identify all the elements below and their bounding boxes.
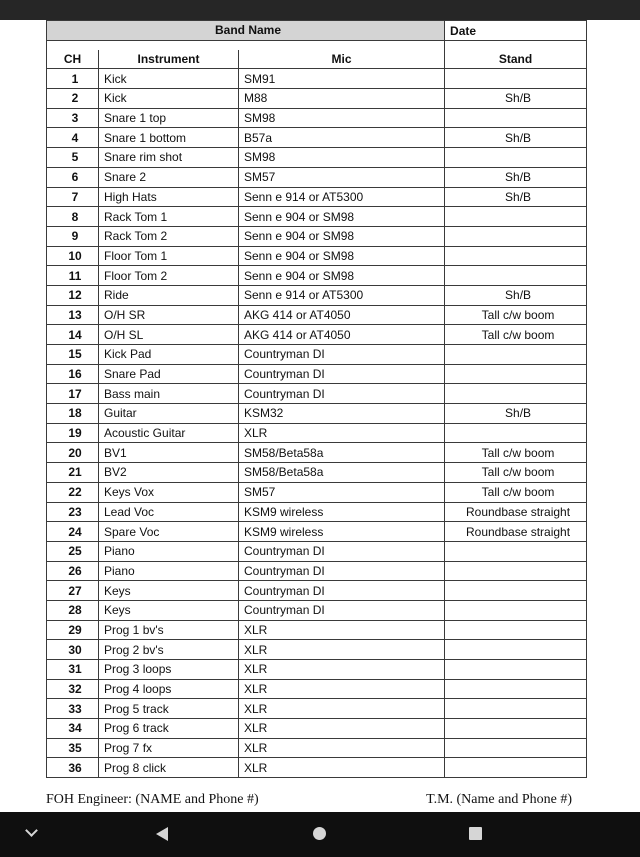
cell-stand: Roundbase straight bbox=[445, 522, 587, 542]
cell-mic: Senn e 904 or SM98 bbox=[239, 226, 445, 246]
table-row bbox=[47, 522, 587, 542]
cell-stand bbox=[445, 758, 587, 778]
cell-stand bbox=[445, 660, 587, 680]
cell-instrument: Piano bbox=[99, 541, 239, 561]
cell-ch: 5 bbox=[47, 148, 99, 168]
cell-instrument: Bass main bbox=[99, 384, 239, 404]
cell-mic: XLR bbox=[239, 679, 445, 699]
cell-mic: Countryman DI bbox=[239, 364, 445, 384]
cell-ch: 15 bbox=[47, 345, 99, 365]
cell-stand: Tall c/w boom bbox=[445, 482, 587, 502]
cell-mic: XLR bbox=[239, 738, 445, 758]
cell-instrument: Guitar bbox=[99, 404, 239, 424]
table-row bbox=[47, 69, 587, 89]
table-row bbox=[47, 404, 587, 424]
cell-mic: Senn e 914 or AT5300 bbox=[239, 187, 445, 207]
table-row bbox=[47, 600, 587, 620]
cell-stand bbox=[445, 266, 587, 286]
table-row bbox=[47, 345, 587, 365]
cell-mic: Countryman DI bbox=[239, 384, 445, 404]
cell-stand bbox=[445, 719, 587, 739]
cell-mic: SM57 bbox=[239, 482, 445, 502]
cell-instrument: Kick bbox=[99, 69, 239, 89]
cell-mic: SM58/Beta58a bbox=[239, 463, 445, 483]
table-row bbox=[47, 325, 587, 345]
cell-instrument: Piano bbox=[99, 561, 239, 581]
cell-mic: M88 bbox=[239, 89, 445, 109]
cell-instrument: Floor Tom 1 bbox=[99, 246, 239, 266]
table-row bbox=[47, 660, 587, 680]
cell-ch: 12 bbox=[47, 285, 99, 305]
table-row bbox=[47, 246, 587, 266]
cell-instrument: O/H SL bbox=[99, 325, 239, 345]
cell-mic: SM57 bbox=[239, 167, 445, 187]
table-row bbox=[47, 482, 587, 502]
cell-ch: 6 bbox=[47, 167, 99, 187]
cell-ch: 16 bbox=[47, 364, 99, 384]
cell-stand: Sh/B bbox=[445, 187, 587, 207]
cell-stand bbox=[445, 246, 587, 266]
cell-ch: 24 bbox=[47, 522, 99, 542]
cell-instrument: O/H SR bbox=[99, 305, 239, 325]
cell-stand bbox=[445, 226, 587, 246]
cell-ch: 3 bbox=[47, 108, 99, 128]
cell-ch: 31 bbox=[47, 660, 99, 680]
cell-stand bbox=[445, 561, 587, 581]
cell-instrument: Lead Voc bbox=[99, 502, 239, 522]
cell-instrument: Prog 4 loops bbox=[99, 679, 239, 699]
cell-mic: Countryman DI bbox=[239, 600, 445, 620]
table-row bbox=[47, 108, 587, 128]
cell-mic: XLR bbox=[239, 719, 445, 739]
cell-mic: XLR bbox=[239, 758, 445, 778]
cell-mic: XLR bbox=[239, 640, 445, 660]
cell-ch: 8 bbox=[47, 207, 99, 227]
document-view[interactable] bbox=[0, 20, 640, 812]
cell-stand bbox=[445, 207, 587, 227]
cell-ch: 17 bbox=[47, 384, 99, 404]
cell-ch: 20 bbox=[47, 443, 99, 463]
cell-stand bbox=[445, 699, 587, 719]
cell-instrument: Prog 2 bv's bbox=[99, 640, 239, 660]
date-label: Date bbox=[445, 21, 587, 41]
table-row bbox=[47, 167, 587, 187]
cell-ch: 28 bbox=[47, 600, 99, 620]
cell-stand: Tall c/w boom bbox=[445, 463, 587, 483]
table-row bbox=[47, 719, 587, 739]
table-row bbox=[47, 364, 587, 384]
cell-ch: 13 bbox=[47, 305, 99, 325]
cell-instrument: Snare 1 bottom bbox=[99, 128, 239, 148]
cell-mic: Countryman DI bbox=[239, 541, 445, 561]
column-header-stand: Stand bbox=[445, 50, 587, 69]
cell-ch: 29 bbox=[47, 620, 99, 640]
cell-mic: XLR bbox=[239, 620, 445, 640]
cell-stand bbox=[445, 581, 587, 601]
cell-ch: 30 bbox=[47, 640, 99, 660]
cell-stand: Tall c/w boom bbox=[445, 443, 587, 463]
foh-engineer-label: FOH Engineer: (NAME and Phone #) bbox=[46, 792, 259, 807]
cell-mic: AKG 414 or AT4050 bbox=[239, 325, 445, 345]
table-row bbox=[47, 89, 587, 109]
cell-stand bbox=[445, 148, 587, 168]
cell-ch: 4 bbox=[47, 128, 99, 148]
cell-mic: SM58/Beta58a bbox=[239, 443, 445, 463]
cell-ch: 22 bbox=[47, 482, 99, 502]
cell-ch: 1 bbox=[47, 69, 99, 89]
cell-instrument: Prog 5 track bbox=[99, 699, 239, 719]
table-row bbox=[47, 148, 587, 168]
cell-instrument: Prog 3 loops bbox=[99, 660, 239, 680]
cell-stand bbox=[445, 69, 587, 89]
band-name: Band Name bbox=[47, 21, 445, 41]
cell-stand: Sh/B bbox=[445, 128, 587, 148]
table-row bbox=[47, 128, 587, 148]
cell-instrument: Prog 1 bv's bbox=[99, 620, 239, 640]
cell-stand: Roundbase straight bbox=[445, 502, 587, 522]
cell-ch: 26 bbox=[47, 561, 99, 581]
cell-instrument: Prog 7 fx bbox=[99, 738, 239, 758]
table-row bbox=[47, 423, 587, 443]
table-row bbox=[47, 541, 587, 561]
cell-ch: 35 bbox=[47, 738, 99, 758]
header-row bbox=[47, 50, 587, 69]
cell-ch: 34 bbox=[47, 719, 99, 739]
column-header-instrument: Instrument bbox=[99, 50, 239, 69]
cell-ch: 10 bbox=[47, 246, 99, 266]
home-icon[interactable] bbox=[313, 827, 326, 840]
cell-instrument: Kick Pad bbox=[99, 345, 239, 365]
cell-instrument: BV2 bbox=[99, 463, 239, 483]
cell-instrument: Snare 2 bbox=[99, 167, 239, 187]
table-row bbox=[47, 305, 587, 325]
cell-instrument: High Hats bbox=[99, 187, 239, 207]
recents-icon[interactable] bbox=[469, 827, 482, 840]
cell-stand: Tall c/w boom bbox=[445, 305, 587, 325]
cell-mic: KSM32 bbox=[239, 404, 445, 424]
cell-mic: SM98 bbox=[239, 148, 445, 168]
table-row bbox=[47, 266, 587, 286]
cell-ch: 32 bbox=[47, 679, 99, 699]
tour-manager-label: T.M. (Name and Phone #) bbox=[426, 792, 572, 807]
cell-ch: 33 bbox=[47, 699, 99, 719]
table-row bbox=[47, 679, 587, 699]
chevron-down-icon[interactable] bbox=[25, 824, 38, 837]
cell-ch: 14 bbox=[47, 325, 99, 345]
table-row bbox=[47, 640, 587, 660]
cell-ch: 19 bbox=[47, 423, 99, 443]
cell-mic: XLR bbox=[239, 699, 445, 719]
table-row bbox=[47, 561, 587, 581]
cell-ch: 21 bbox=[47, 463, 99, 483]
cell-stand bbox=[445, 600, 587, 620]
cell-instrument: Rack Tom 1 bbox=[99, 207, 239, 227]
cell-instrument: Snare 1 top bbox=[99, 108, 239, 128]
cell-instrument: BV1 bbox=[99, 443, 239, 463]
cell-stand bbox=[445, 108, 587, 128]
cell-instrument: Prog 8 click bbox=[99, 758, 239, 778]
column-header-mic: Mic bbox=[239, 50, 445, 69]
cell-ch: 11 bbox=[47, 266, 99, 286]
navigation-bar bbox=[0, 812, 640, 857]
cell-stand: Sh/B bbox=[445, 404, 587, 424]
cell-mic: SM91 bbox=[239, 69, 445, 89]
cell-mic: Countryman DI bbox=[239, 581, 445, 601]
cell-mic: Countryman DI bbox=[239, 561, 445, 581]
cell-mic: XLR bbox=[239, 423, 445, 443]
cell-mic: XLR bbox=[239, 660, 445, 680]
back-icon[interactable] bbox=[156, 827, 168, 841]
cell-ch: 18 bbox=[47, 404, 99, 424]
cell-instrument: Snare Pad bbox=[99, 364, 239, 384]
cell-instrument: Rack Tom 2 bbox=[99, 226, 239, 246]
cell-ch: 2 bbox=[47, 89, 99, 109]
cell-stand bbox=[445, 640, 587, 660]
table-row bbox=[47, 738, 587, 758]
cell-mic: B57a bbox=[239, 128, 445, 148]
table-row bbox=[47, 187, 587, 207]
cell-stand: Sh/B bbox=[445, 285, 587, 305]
column-header-ch: CH bbox=[47, 50, 99, 69]
table-row bbox=[47, 699, 587, 719]
input-list-table bbox=[46, 20, 587, 778]
cell-instrument: Keys bbox=[99, 581, 239, 601]
status-bar bbox=[0, 0, 640, 20]
spacer-row bbox=[47, 40, 587, 50]
cell-mic: KSM9 wireless bbox=[239, 502, 445, 522]
cell-instrument: Floor Tom 2 bbox=[99, 266, 239, 286]
cell-ch: 23 bbox=[47, 502, 99, 522]
table-row bbox=[47, 443, 587, 463]
cell-mic: SM98 bbox=[239, 108, 445, 128]
cell-mic: KSM9 wireless bbox=[239, 522, 445, 542]
cell-stand bbox=[445, 738, 587, 758]
cell-stand bbox=[445, 384, 587, 404]
spacer-cell bbox=[445, 40, 587, 50]
cell-stand bbox=[445, 620, 587, 640]
table-row bbox=[47, 384, 587, 404]
cell-ch: 25 bbox=[47, 541, 99, 561]
cell-mic: Senn e 904 or SM98 bbox=[239, 246, 445, 266]
cell-ch: 27 bbox=[47, 581, 99, 601]
cell-stand: Sh/B bbox=[445, 89, 587, 109]
cell-instrument: Spare Voc bbox=[99, 522, 239, 542]
cell-instrument: Prog 6 track bbox=[99, 719, 239, 739]
table-row bbox=[47, 581, 587, 601]
cell-mic: Countryman DI bbox=[239, 345, 445, 365]
table-row bbox=[47, 620, 587, 640]
cell-mic: Senn e 904 or SM98 bbox=[239, 266, 445, 286]
cell-mic: Senn e 904 or SM98 bbox=[239, 207, 445, 227]
cell-mic: AKG 414 or AT4050 bbox=[239, 305, 445, 325]
cell-instrument: Ride bbox=[99, 285, 239, 305]
table-row bbox=[47, 463, 587, 483]
cell-ch: 9 bbox=[47, 226, 99, 246]
cell-instrument: Acoustic Guitar bbox=[99, 423, 239, 443]
table-row bbox=[47, 207, 587, 227]
table-row bbox=[47, 285, 587, 305]
cell-instrument: Keys Vox bbox=[99, 482, 239, 502]
cell-instrument: Keys bbox=[99, 600, 239, 620]
table-row bbox=[47, 758, 587, 778]
spacer-cell bbox=[47, 40, 445, 50]
cell-stand: Sh/B bbox=[445, 167, 587, 187]
cell-ch: 36 bbox=[47, 758, 99, 778]
cell-mic: Senn e 914 or AT5300 bbox=[239, 285, 445, 305]
cell-stand bbox=[445, 679, 587, 699]
footer bbox=[46, 792, 586, 810]
cell-stand bbox=[445, 364, 587, 384]
title-row bbox=[47, 21, 587, 41]
table-row bbox=[47, 226, 587, 246]
table-row bbox=[47, 502, 587, 522]
cell-stand bbox=[445, 345, 587, 365]
cell-instrument: Kick bbox=[99, 89, 239, 109]
cell-stand: Tall c/w boom bbox=[445, 325, 587, 345]
cell-instrument: Snare rim shot bbox=[99, 148, 239, 168]
cell-stand bbox=[445, 423, 587, 443]
cell-stand bbox=[445, 541, 587, 561]
cell-ch: 7 bbox=[47, 187, 99, 207]
